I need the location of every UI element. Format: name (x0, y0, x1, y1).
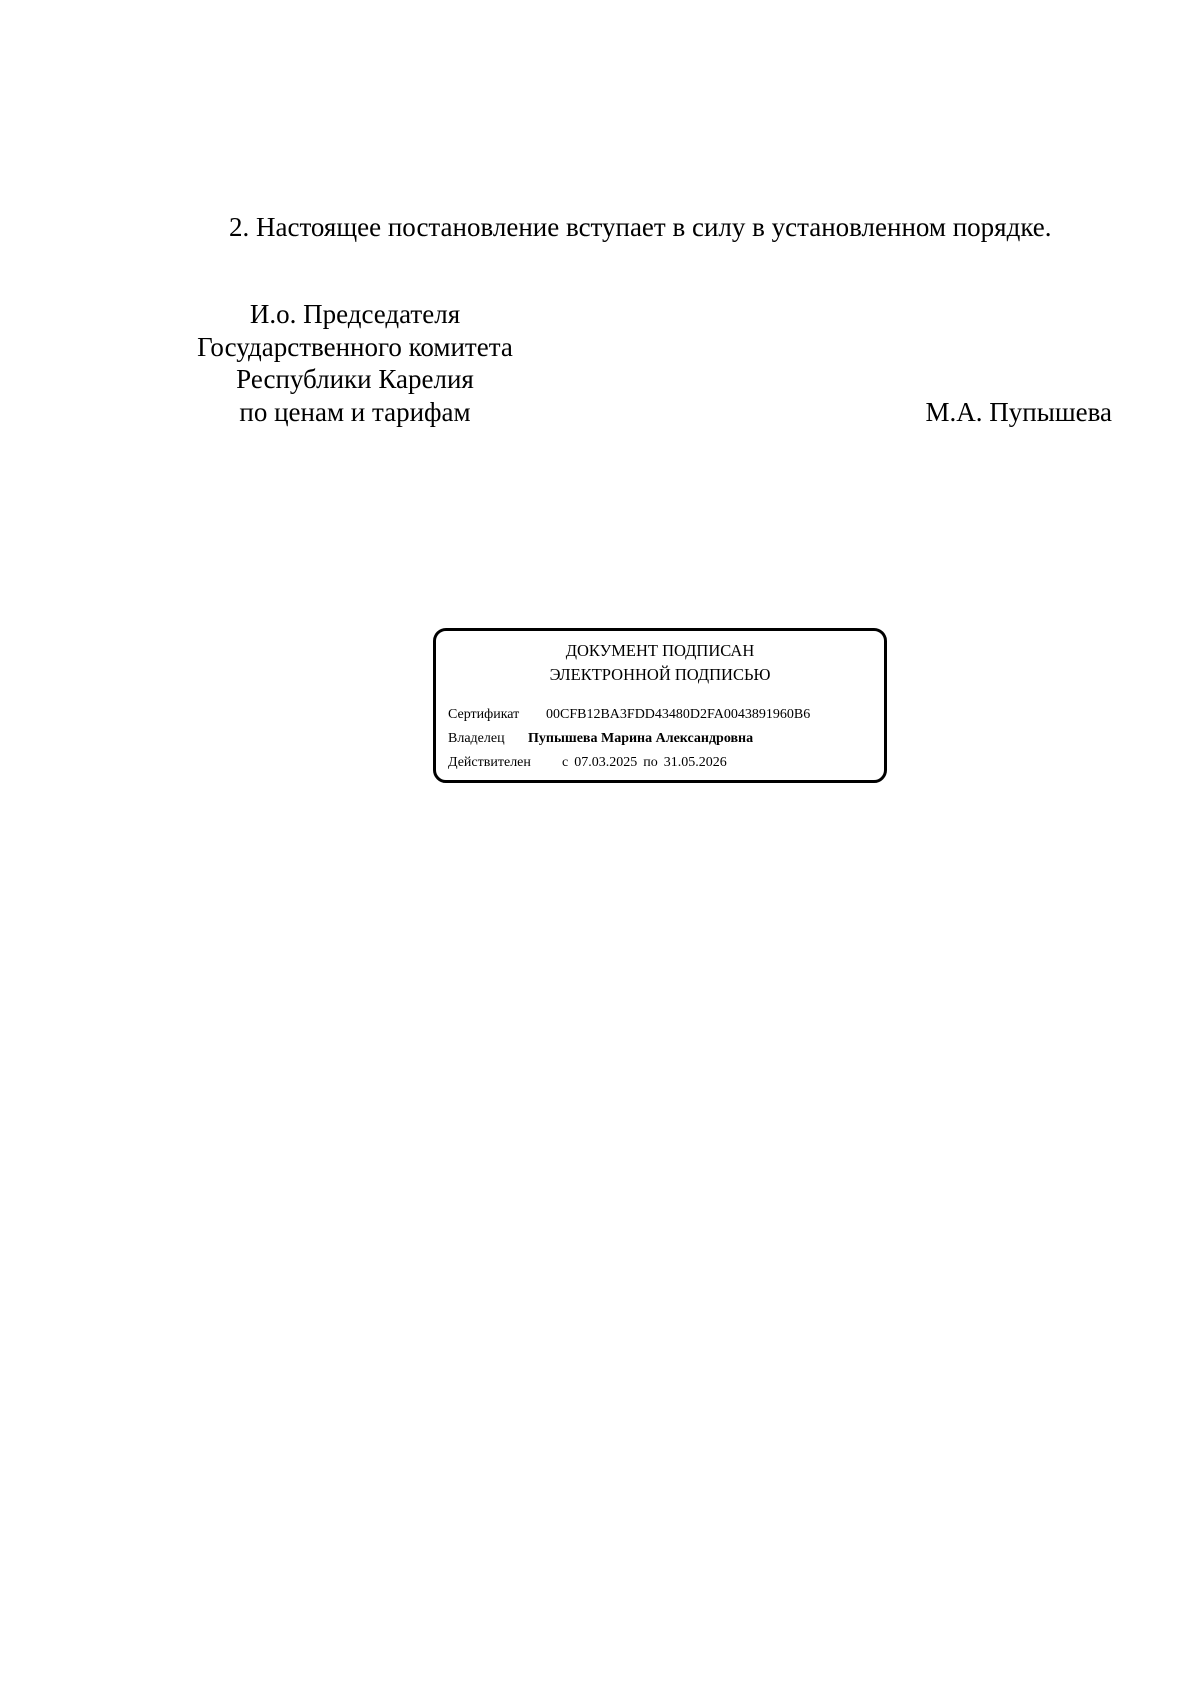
stamp-title-line: ДОКУМЕНТ ПОДПИСАН (565, 641, 755, 660)
electronic-signature-stamp (433, 628, 887, 783)
certificate-value: 00CFB12BA3FDD43480D2FA0043891960B6 (546, 707, 811, 722)
signer-position-line: по ценам и тарифам (239, 396, 471, 427)
resolution-paragraph: 2. Настоящее постановление вступает в силу в установленном порядке. (229, 212, 1052, 242)
stamp-title (436, 639, 884, 687)
stamp-title-line: ЭЛЕКТРОННОЙ ПОДПИСЬЮ (549, 665, 771, 684)
signer-position-line: И.о. Председателя (249, 299, 461, 329)
valid-to-date: 31.05.2026 (663, 755, 727, 770)
stamp-owner-row (448, 730, 753, 748)
valid-label: Действителен (448, 755, 531, 770)
owner-value: Пупышева Марина Александровна (528, 731, 754, 746)
valid-from-date: 07.03.2025 (574, 755, 638, 770)
stamp-certificate-row (448, 706, 810, 724)
signer-name: М.А. Пупышева (925, 397, 1112, 427)
signer-position (170, 298, 540, 428)
valid-from-word: с (562, 755, 569, 770)
signer-position-line: Республики Карелия (236, 364, 474, 394)
valid-to-word: по (643, 755, 658, 770)
stamp-validity-row (448, 754, 727, 772)
owner-label: Владелец (448, 731, 505, 746)
certificate-label: Сертификат (448, 707, 520, 722)
signer-position-line: Государственного комитета (197, 331, 513, 362)
